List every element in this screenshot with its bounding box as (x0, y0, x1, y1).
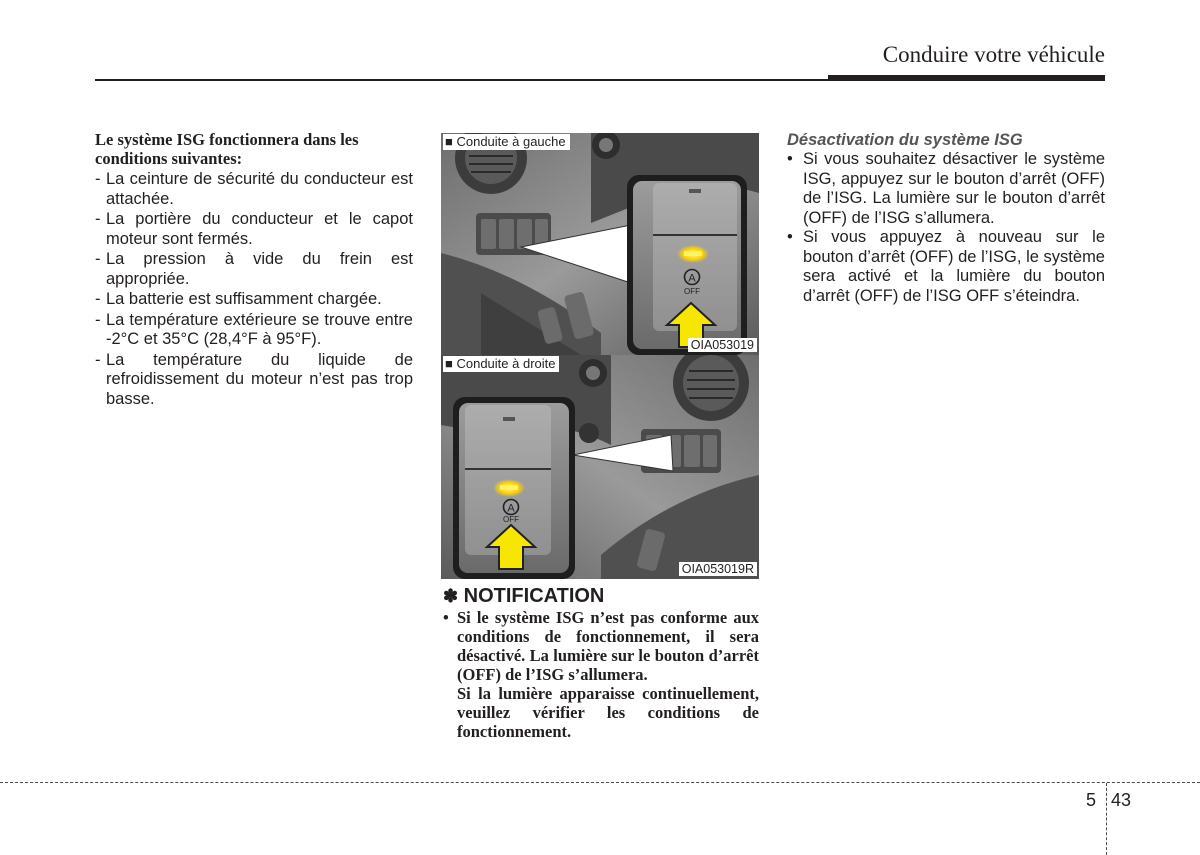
notification-title (443, 584, 759, 608)
chapter-number: 5 (1086, 790, 1097, 810)
button-off-text: OFF (503, 515, 519, 524)
condition-item: - La température du liquide de refroidissement du moteur n’est pas trop basse. (95, 350, 413, 408)
condition-text: La batterie est suffisamment chargée. (106, 290, 382, 308)
figure-label-text: Conduite à droite (456, 356, 556, 371)
deactivation-item: • Si vous appuyez à nouveau sur le bouton d’arrêt (OFF) de l’ISG, le système sera activé et la lumière du bouton d’arrêt (OFF) de l’ISG OFF s’éteindra. (787, 228, 1105, 305)
figure-label: ■ Conduite à gauche (443, 134, 570, 150)
isg-button-illustration-right (441, 355, 759, 579)
page-number: 43 (1111, 790, 1132, 810)
conditions-section (95, 130, 413, 410)
deactivation-item: • Si vous souhaitez désactiver le système ISG, appuyez sur le bouton d’arrêt (OFF) de l’ISG. La lumière sur le bouton d’arrêt (OFF) de l’ISG s’allumera. (787, 150, 1105, 227)
deactivation-section (787, 130, 1105, 306)
figure-label-text: Conduite à gauche (456, 134, 566, 149)
isg-button-illustration-left (441, 133, 759, 355)
asterisk-icon: ✽ (443, 586, 459, 606)
notification-item: • Si le système ISG n’est pas conforme aux conditions de fonctionnement, il sera désactivé. La lumière sur le bouton d’arrêt (OFF) de l’ISG s’allumera. (443, 608, 759, 684)
deactivation-text: Si vous souhaitez désactiver le système ISG, appuyez sur le bouton d’arrêt (OFF) de l’ISG. La lumière sur le bouton d’arrêt (OFF) de l’ISG s’allumera. (803, 150, 1105, 227)
condition-text: La température du liquide de refroidissement du moteur n’est pas trop basse. (106, 350, 413, 408)
deactivation-text: Si vous appuyez à nouveau sur le bouton d’arrêt (OFF) de l’ISG, le système sera activé et la lumière du bouton d’arrêt (OFF) de l’ISG OFF s’éteindra. (803, 228, 1105, 305)
footer-dashed-rule (0, 782, 1200, 783)
condition-item: - La température extérieure se trouve entre -2°C et 35°C (28,4°F à 95°F). (95, 310, 413, 348)
notification-text: Si la lumière apparaisse continuellement, veuillez vérifier les conditions de fonctionnement. (457, 684, 759, 741)
header-rule-accent (828, 75, 1105, 81)
figure-code: OIA053019R (679, 562, 757, 576)
deactivation-heading: Désactivation du système ISG (787, 131, 1023, 149)
condition-text: La portière du conducteur et le capot moteur sont fermés. (106, 210, 413, 248)
footer-dashed-divider (1106, 783, 1107, 855)
condition-text: La température extérieure se trouve entre -2°C et 35°C (28,4°F à 95°F). (106, 310, 413, 348)
notification-item (443, 684, 759, 741)
conditions-heading: Le système ISG fonctionnera dans les conditions suivantes: (95, 130, 359, 168)
condition-item: - La portière du conducteur et le capot moteur sont fermés. (95, 210, 413, 248)
figure-right-hand-drive (441, 355, 759, 579)
condition-text: La ceinture de sécurité du conducteur est attachée. (106, 170, 413, 208)
notification-title-text: NOTIFICATION (463, 585, 605, 607)
running-header-title: Conduire votre véhicule (882, 42, 1105, 67)
condition-text: La pression à vide du frein est appropriée. (106, 250, 413, 288)
figure-code: OIA053019 (688, 338, 757, 352)
figure-left-hand-drive (441, 133, 759, 355)
button-letter: A (688, 272, 696, 285)
condition-item: - La ceinture de sécurité du conducteur est attachée. (95, 170, 413, 208)
notification-box (443, 584, 759, 741)
notification-text: Si le système ISG n’est pas conforme aux conditions de fonctionnement, il sera désactivé. La lumière sur le bouton d’arrêt (OFF) de l’ISG s’allumera. (457, 608, 759, 684)
button-off-text: OFF (684, 287, 700, 296)
condition-item: - La batterie est suffisamment chargée. (95, 290, 382, 308)
button-letter: A (507, 502, 515, 515)
condition-item: - La pression à vide du frein est appropriée. (95, 250, 413, 288)
figure-label: ■ Conduite à droite (443, 356, 559, 372)
